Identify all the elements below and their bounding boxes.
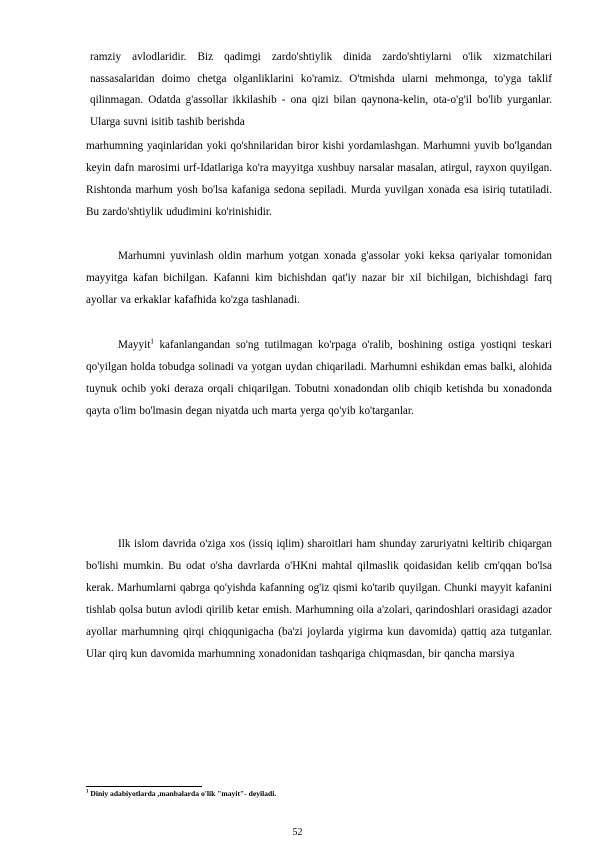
footnote-divider (86, 786, 202, 787)
paragraph-4-lead: Mayyit (118, 339, 151, 351)
paragraph-4 (86, 334, 552, 422)
paragraph-3: Marhumni yuvinlash oldin marhum yotgan xonada g'assolar yoki keksa qariyalar tomonidan mayyitga kafan bichilgan. Kafanni kim bichishdan qat'iy nazar bir xil bichilgan, bichishdagi farq ayollar va erkaklar kafafhida ko'zga tashlanadi. (86, 250, 552, 307)
paragraph-2: marhumning yaqinlaridan yoki qo'shnilaridan biror kishi yordamlashgan. Marhumni yuvib bo'lgandan keyin dafn marosimi urf-Idatlariga ko'ra mayyitga xushbuy narsalar masalan, atirgul, rayxon quyilgan. Rishtonda marhum yosh bo'lsa kafaniga sedona sepiladi. Murda yuvilgan xonada esa isiriq tutatiladi. Bu zardo'shtiylik ududimini ko'rinishidir. (86, 140, 552, 219)
paragraph-4-text: kafanlangandan so'ng tutilmagan ko'rpaga o'ralib, boshining ostiga yostiqni teskari qo'yilgan holda tobudga solinadi va yotgan uydan chiqariladi. Marhumni eshikdan emas balki, alohida tuynuk ochib yoki deraza orqali chiqarilgan. Tobutni xonadondan olib chiqib ketishda bu xonadonda qayta o'lim bo'lmasin degan niyatda uch marta yerga qo'yib ko'targanlar. (86, 339, 552, 418)
footnote (86, 789, 556, 799)
footnote-text: Diniy adabiyotlarda ,manbalarda o'lik "mayit"- deyiladi. (88, 789, 277, 798)
footnote-number: 1 (86, 789, 89, 795)
paragraph-5: Ilk islom davrida o'ziga xos (issiq iqlim) sharoitlari ham shunday zaruriyatni keltirib chiqargan bo'lishi mumkin. Bu odat o'sha davrlarda o'HKni mahtal qilmaslik qoidasidan kelib cm'qqan bo'lsa kerak. Marhumlarni qabrga qo'yishda kafanning og'iz qismi ko'tarib quyilgan. Chunki mayyit kafanini tishlab qolsa butun avlodi qirilib ketar emish. Marhumning oila a'zolari, qarindoshlari orasidagi azador ayollar marhumning qirqi chiqqunigacha (ba'zi joylarda yigirma kun davomida) qattiq aza tutganlar. Ular qirq kun davomida marhumning xonadonidan tashqariga chiqmasdan, bir qancha marsiya (86, 538, 552, 661)
footnote-reference[interactable]: 1 (150, 337, 154, 346)
page-number: 52 (292, 827, 303, 838)
paragraph-1: ramziy avlodlaridir. Biz qadimgi zardo'shtiylik dinida zardo'shtiylarni o'lik xizmatchilari nassasalaridan doimo chetga olganliklarini ko'ramiz. O'tmishda ularni mehmonga, to'yga taklif qilinmagan. Odatda g'assollar ikkilashib - ona qizi bilan qaynona-kelin, ota-o'g'il bo'lib yurganlar. Ularga suvni isitib tashib berishda (90, 51, 552, 128)
